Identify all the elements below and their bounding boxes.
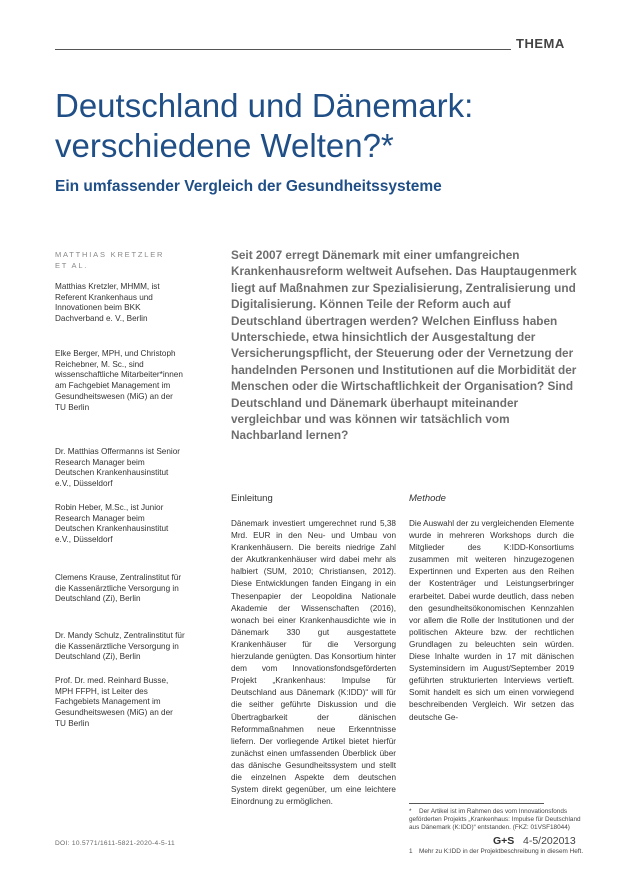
footnote-mark: * xyxy=(409,808,412,815)
author-bio: Clemens Krause, Zentralinstitut für die Kassenärztliche Versorgung in Deutschland (Zi), Berlin xyxy=(55,573,182,604)
footnote-text: Der Artikel ist im Rahmen des vom Innovationsfonds geförderten Projekts „Krankenhaus: Impulse für Deutschland aus Dänemark (K:IDD)“ entstanden. (FKZ: 01VSF18044) xyxy=(409,808,581,831)
section-heading-einleitung: Einleitung xyxy=(231,493,273,504)
section-heading-methode: Methode xyxy=(409,493,446,504)
footnote-mark: 1 xyxy=(409,848,413,855)
authors-heading-line-1: MATTHIAS KRETZLER xyxy=(55,250,165,259)
footnote xyxy=(409,808,584,832)
title-line-2: verschiedene Welten?* xyxy=(55,127,394,164)
author-bio: Elke Berger, MPH, und Christoph Reichebner, M. Sc., sind wissenschaftliche Mitarbeiter*innen am Fachgebiet Management im Gesundheitswesen (MiG) an der TU Berlin xyxy=(55,349,183,412)
page-number: 13 xyxy=(564,835,576,847)
author-bio: Dr. Mandy Schulz, Zentralinstitut für die Kassenärztliche Versorgung in Deutschland (Zi), Berlin xyxy=(55,631,185,662)
journal-logo: G+S xyxy=(493,835,515,847)
footnote-text: Mehr zu K:IDD in der Projektbeschreibung in diesem Heft. xyxy=(419,848,584,855)
authors-heading-line-2: ET AL. xyxy=(55,261,89,270)
author-bio: Prof. Dr. med. Reinhard Busse, MPH FFPH, ist Leiter des Fachgebiets Management im Gesundheitswesen (MiG) an der TU Berlin xyxy=(55,676,173,728)
body-column-left: Dänemark investiert umgerechnet rund 5,38 Mrd. EUR in den Neu- und Umbau von Krankenhäusern. Die bereits niedrige Zahl der Akutkrankenhäuser wird dabei mehr als halbiert (SUM, 2010; Christiansen, 2012). Diese Entwicklungen fanden Eingang in ein Thesenpapier der Leopoldina Nationale Akademie der Wissenschaften (2016), wonach bei einer Krankenhausdichte wie in Dänemark 330 gut ausgestattete Krankenhäuser für die Versorgung hierzulande genügten. Das Konsortium hinter dem vom Innovationsfondsgeförderten Projekt „Krankenhaus: Impulse für Deutschland aus Dänemark (K:IDD)“ will für die seither geführte Diskussion und die Übertragbarkeit der dänischen Reformmaßnahmen neue Erkenntnisse liefern. Der vorliegende Artikel bietet hierfür zunächst einen umfassenden Überblick über das dänische Gesundheitssystem und stellt die einzelnen Aspekte dem deutschen System direkt gegenüber, um eine leichtere Einordnung zu ermöglichen. xyxy=(231,519,396,807)
body-column-right: Die Auswahl der zu vergleichenden Elemente wurde in mehreren Workshops durch die Mitglieder des K:IDD-Konsortiums zusammen mit weiteren hinzugezogenen Expertinnen und Experten aus den Reihen der Kostenträger und Leistungserbringer erarbeitet. Dabei wurde deutlich, dass neben den gesundheitsökonomischen Kennzahlen vor allem die Rolle der Institutionen und der politischen Akteure bzw. der rechtlichen Grundlagen zu beleuchten sein würden. Diese Inhalte wurden in 17 mit dänischen Systeminsidern im August/September 2019 geführten strukturierten Interviews vertieft. Somit handelt es sich um einen vorwiegend beschreibenden Vergleich. Wir setzen das deutsche Ge- xyxy=(409,519,574,722)
issue-number: 4-5/2020 xyxy=(523,835,565,847)
article-subtitle: Ein umfassender Vergleich der Gesundheitssysteme xyxy=(55,178,442,195)
footnote xyxy=(409,848,584,856)
authors-heading xyxy=(55,249,195,271)
footnote-rule xyxy=(409,803,544,804)
header-rule xyxy=(55,49,511,50)
author-bio: Dr. Matthias Offermanns ist Senior Research Manager beim Deutschen Krankenhausinstitut e.V., Düsseldorf xyxy=(55,447,180,489)
doi-line: DOI: 10.5771/1611-5821-2020-4-5-11 xyxy=(55,840,175,847)
author-bio: Matthias Kretzler, MHMM, ist Referent Krankenhaus und Innovationen beim BKK Dachverband e. V., Berlin xyxy=(55,282,160,324)
lead-paragraph: Seit 2007 erregt Dänemark mit einer umfangreichen Krankenhausreform weltweit Aufsehen. Das Hauptaugenmerk liegt auf Maßnahmen zur Spezialisierung, Zentralisierung und Digitalisierung. Können Teile der Reform auch auf Deutschland übertragen werden? Welchen Einfluss haben Unterschiede, etwa hinsichtlich der Ausgestaltung der Versicherungspflicht, der Steuerung oder der Vernetzung der handelnden Personen und Institutionen auf die Morbidität der Menschen oder die Wirtschaftlichkeit der Organisation? Sind Deutschland und Dänemark überhaupt miteinander vergleichbar und was können wir tatsächlich vom Nachbarland lernen? xyxy=(231,248,577,443)
author-bio: Robin Heber, M.Sc., ist Junior Research Manager beim Deutschen Krankenhausinstitut e.V., Düsseldorf xyxy=(55,503,169,545)
section-label: THEMA xyxy=(516,36,565,51)
article-title xyxy=(55,86,595,166)
title-line-1: Deutschland und Dänemark: xyxy=(55,87,474,124)
